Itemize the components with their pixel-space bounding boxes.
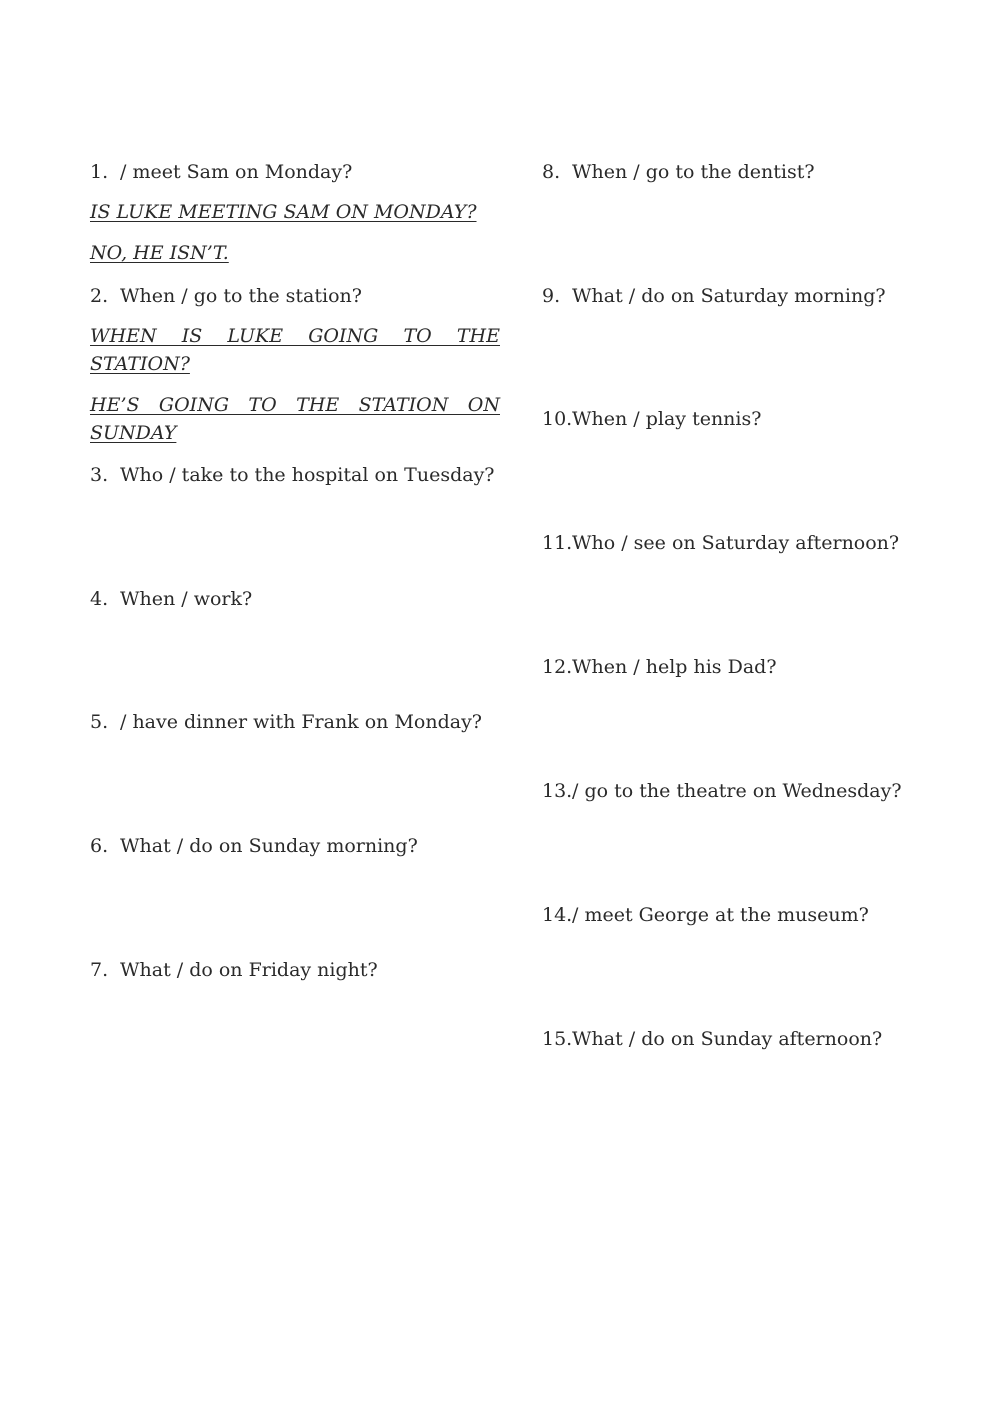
question-13 (542, 779, 902, 803)
question-12 (542, 655, 777, 679)
question-text: When / work? (120, 588, 253, 610)
question-1 (90, 160, 352, 184)
question-8 (542, 160, 815, 184)
question-text: When / go to the station? (120, 285, 362, 307)
question-number: 3. (90, 464, 109, 486)
question-10 (542, 407, 761, 431)
answer-2-question: WHEN IS LUKE GOING TO THE STATION? (90, 325, 500, 375)
question-number: 11. (542, 532, 573, 554)
question-text: When / help his Dad? (572, 656, 777, 678)
question-text: When / play tennis? (572, 408, 762, 430)
question-number: 12. (542, 656, 573, 678)
question-text: / have dinner with Frank on Monday? (120, 711, 482, 733)
answer-2-answer: HE’S GOING TO THE STATION ON SUNDAY (90, 394, 500, 444)
question-text: What / do on Sunday afternoon? (572, 1028, 883, 1050)
question-number: 7. (90, 959, 109, 981)
question-5 (90, 710, 482, 734)
question-4 (90, 587, 252, 611)
question-text: Who / see on Saturday afternoon? (572, 532, 900, 554)
question-number: 8. (542, 161, 561, 183)
question-11 (542, 531, 899, 555)
question-number: 13. (542, 780, 573, 802)
question-15 (542, 1027, 882, 1051)
answer-1-question: IS LUKE MEETING SAM ON MONDAY? (90, 201, 477, 223)
question-9 (542, 284, 886, 308)
answer-1-short: NO, HE ISN’T. (90, 242, 229, 264)
question-number: 1. (90, 161, 109, 183)
question-text: / meet George at the museum? (572, 904, 869, 926)
question-number: 5. (90, 711, 109, 733)
question-text: What / do on Saturday morning? (572, 285, 886, 307)
question-6 (90, 834, 418, 858)
question-number: 14. (542, 904, 573, 926)
question-7 (90, 958, 378, 982)
question-number: 9. (542, 285, 561, 307)
question-number: 4. (90, 588, 109, 610)
question-number: 10. (542, 408, 573, 430)
question-text: / go to the theatre on Wednesday? (572, 780, 902, 802)
question-2 (90, 284, 362, 308)
question-14 (542, 903, 869, 927)
question-text: What / do on Sunday morning? (120, 835, 418, 857)
question-text: What / do on Friday night? (120, 959, 378, 981)
question-number: 2. (90, 285, 109, 307)
question-number: 6. (90, 835, 109, 857)
question-3 (90, 463, 495, 487)
question-text: When / go to the dentist? (572, 161, 815, 183)
question-text: Who / take to the hospital on Tuesday? (120, 464, 495, 486)
question-text: / meet Sam on Monday? (120, 161, 353, 183)
question-number: 15. (542, 1028, 573, 1050)
